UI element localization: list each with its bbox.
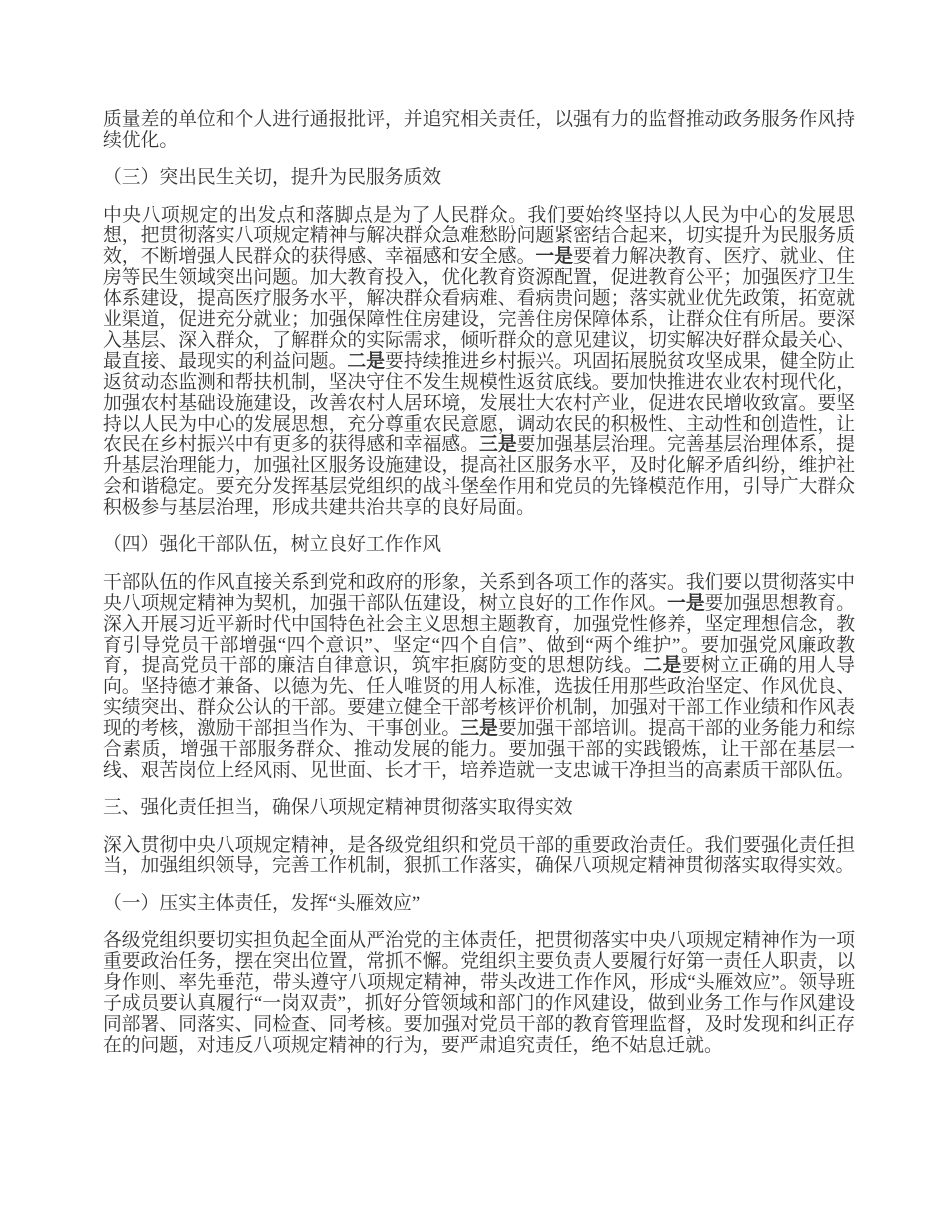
- paragraph-minsheng-body: [103, 206, 855, 520]
- text-run: 干部队伍的作风直接关系到党和政府的形象，关系到各项工作的落实。我们要以贯彻落实中央八项规定精神为契机，加强干部队伍建设，树立良好的工作作风。: [103, 571, 855, 614]
- text-run: （三）突出民生关切，提升为民服务质效: [103, 167, 442, 189]
- bold-run: 三是: [460, 718, 498, 740]
- text-run: 要着力解决教育、医疗、就业、住房等民生领域突出问题。加大教育投入，优化教育资源配置，促进教育公平；加强医疗卫生体系建设，提高医疗服务水平，解决群众看病难、看病贵问题；落实就业优先政策，拓宽就业渠道，促进充分就业；加强保障性住房建设，完善住房保障体系，让群众住有所居。要深入基层、深入群众，了解群众的实际需求，倾听群众的意见建议，切实解决好群众最关心、最直接、最现实的利益问题。: [103, 246, 856, 372]
- paragraph-supervision-continuation: [103, 110, 855, 152]
- paragraph-ganbu-body: [103, 573, 855, 782]
- text-run: 三、强化责任担当，确保八项规定精神贯彻落实取得实效: [103, 797, 573, 819]
- text-run: 要加强思想教育。深入开展习近平新时代中国特色社会主义思想主题教育，加强党性修养，坚定理想信念，教育引导党员干部增强“四个意识”、坚定“四个自信”、做到“两个维护”。要加强党风廉政教育，提高党员干部的廉洁自律意识，筑牢拒腐防变的思想防线。: [103, 592, 856, 677]
- text-run: 要加强基层治理。完善基层治理体系，提升基层治理能力，加强社区服务设施建设，提高社区服务水平，及时化解矛盾纠纷，维护社会和谐稳定。要充分发挥基层党组织的战斗堡垒作用和党员的先锋模范作用，引导广大群众积极参与基层治理，形成共建共治共享的良好局面。: [103, 434, 856, 519]
- bold-run: 二是: [347, 350, 386, 372]
- heading-section-4-ganbu: [103, 535, 855, 556]
- paragraph-zhuti-body: [103, 931, 855, 1056]
- text-run: 要树立正确的用人导向。坚持德才兼备、以德为先、任人唯贤的用人标准，选拔任用那些政治坚定、作风优良、实绩突出、群众公认的干部。要建立健全干部考核评价机制，加强对干部工作业绩和作风表现的考核，激励干部担当作为、干事创业。: [103, 655, 856, 740]
- bold-run: 二是: [643, 655, 682, 677]
- paragraph-zeren-body: [103, 836, 855, 878]
- text-run: 质量差的单位和个人进行通报批评，并追究相关责任，以强有力的监督推动政务服务作风持续优化。: [103, 109, 855, 151]
- text-run: 要持续推进乡村振兴。巩固拓展脱贫攻坚成果，健全防止返贫动态监测和帮扶机制，坚决守住不发生规模性返贫底线。要加快推进农业农村现代化，加强农村基础设施建设，改善农村人居环境，发展壮大农村产业，促进农民增收致富。要坚持以人民为中心的发展思想，充分尊重农民意愿，调动农民的积极性、主动性和创造性，让农民在乡村振兴中有更多的获得感和幸福感。: [103, 350, 856, 456]
- heading-section-1-zhuti: [103, 894, 855, 915]
- heading-section-3-minsheng: [103, 168, 855, 189]
- text-run: 中央八项规定的出发点和落脚点是为了人民群众。我们要始终坚持以人民为中心的发展思想，把贯彻落实八项规定精神与解决群众急难愁盼问题紧密结合起来，切实提升为民服务质效，不断增强人民群众的获得感、幸福感和安全感。: [103, 204, 855, 268]
- heading-part-3-zeren: [103, 798, 855, 819]
- document-body: [103, 110, 855, 1073]
- text-run: 深入贯彻中央八项规定精神，是各级党组织和党员干部的重要政治责任。我们要强化责任担当，加强组织领导，完善工作机制，狠抓工作落实，确保八项规定精神贯彻落实取得实效。: [103, 834, 855, 877]
- bold-run: 一是: [535, 246, 574, 268]
- text-run: （一）压实主体责任，发挥“头雁效应”: [103, 892, 421, 914]
- text-run: 要加强干部培训。提高干部的业务能力和综合素质，增强干部服务群众、推动发展的能力。要加强干部的实践锻炼，让干部在基层一线、艰苦岗位上经风雨、见世面、长才干，培养造就一支忠诚干净担当的高素质干部队伍。: [103, 718, 856, 781]
- bold-run: 一是: [667, 592, 705, 614]
- text-run: 各级党组织要切实担负起全面从严治党的主体责任，把贯彻落实中央八项规定精神作为一项重要政治任务，摆在突出位置，常抓不懈。党组织主要负责人要履行好第一责任人职责，以身作则、率先垂范，带头遵守八项规定精神，带头改进工作作风，形成“头雁效应”。领导班子成员要认真履行“一岗双责”，抓好分管领域和部门的作风建设，做到业务工作与作风建设同部署、同落实、同检查、同考核。要加强对党员干部的教育管理监督，及时发现和纠正存在的问题，对违反八项规定精神的行为，要严肃追究责任，绝不姑息迁就。: [103, 930, 855, 1056]
- bold-run: 三是: [479, 434, 517, 456]
- text-run: （四）强化干部队伍，树立良好工作作风: [103, 534, 442, 556]
